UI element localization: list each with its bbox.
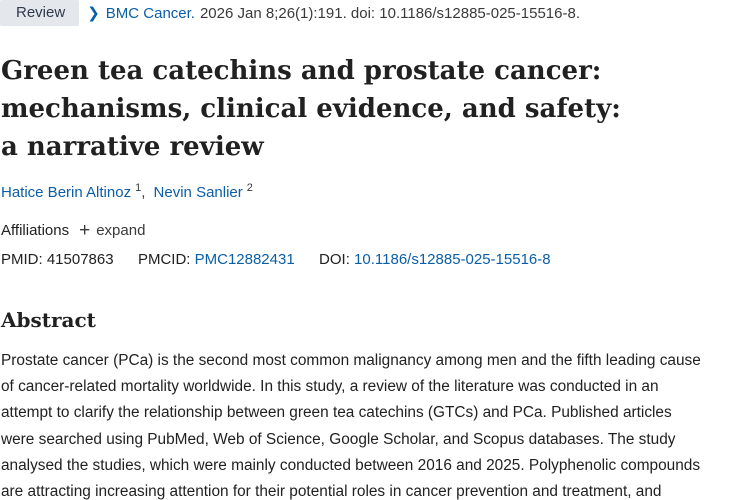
- abstract-text: [1, 348, 750, 500]
- doi-link[interactable]: 10.1186/s12885-025-15516-8: [354, 251, 551, 268]
- abstract-line: of cancer-related mortality worldwide. In this study, a review of the literature was conducted in an: [1, 378, 659, 396]
- pmid-value: 41507863: [46, 251, 114, 268]
- journal-link[interactable]: BMC Cancer.: [105, 4, 195, 22]
- pmid-label: PMID:: [1, 251, 43, 268]
- abstract-line: analysed the studies, which were mainly conducted between 2016 and 2025. Polyphenolic compounds: [1, 456, 701, 474]
- citation-details: 2026 Jan 8;26(1):191. doi: 10.1186/s12885-025-15516-8.: [199, 4, 580, 22]
- affiliation-ref[interactable]: 2: [246, 182, 253, 194]
- journal-citation: [87, 4, 580, 22]
- doi-label: DOI:: [319, 251, 350, 268]
- expand-button[interactable]: [79, 222, 145, 239]
- author-link[interactable]: Hatice Berin Altinoz: [1, 184, 132, 201]
- pmcid-label: PMCID:: [137, 251, 191, 268]
- expand-label: expand: [96, 222, 146, 239]
- plus-icon: +: [79, 220, 91, 241]
- affiliations-toggle: [1, 222, 145, 239]
- article-title: Green tea catechins and prostate cancer: mechanisms, clinical evidence, and safety: a narrative review: [1, 56, 621, 162]
- pmcid-link[interactable]: PMC12882431: [194, 251, 295, 268]
- abstract-heading: Abstract: [1, 308, 96, 332]
- citation-bar: [0, 0, 580, 26]
- abstract-line: are attracting increasing attention for their potential roles in cancer prevention and treatment, and: [1, 483, 662, 500]
- author-list: [1, 182, 253, 201]
- abstract-line: Prostate cancer (PCa) is the second most common malignancy among men and the fifth leading cause: [1, 352, 701, 369]
- chevron-right-icon[interactable]: ❯: [87, 5, 100, 22]
- author-separator: ,: [141, 184, 146, 201]
- publication-type-badge: Review: [0, 0, 79, 26]
- affiliations-label: Affiliations: [1, 222, 70, 239]
- article-identifiers: [1, 251, 551, 268]
- affiliation-ref[interactable]: 1: [135, 182, 142, 194]
- abstract-line: attempt to clarify the relationship between green tea catechins (GTCs) and PCa. Published articles: [1, 404, 672, 422]
- author-link[interactable]: Nevin Sanlier: [153, 184, 243, 201]
- abstract-line: were searched using PubMed, Web of Science, Google Scholar, and Scopus databases. The study: [1, 430, 676, 448]
